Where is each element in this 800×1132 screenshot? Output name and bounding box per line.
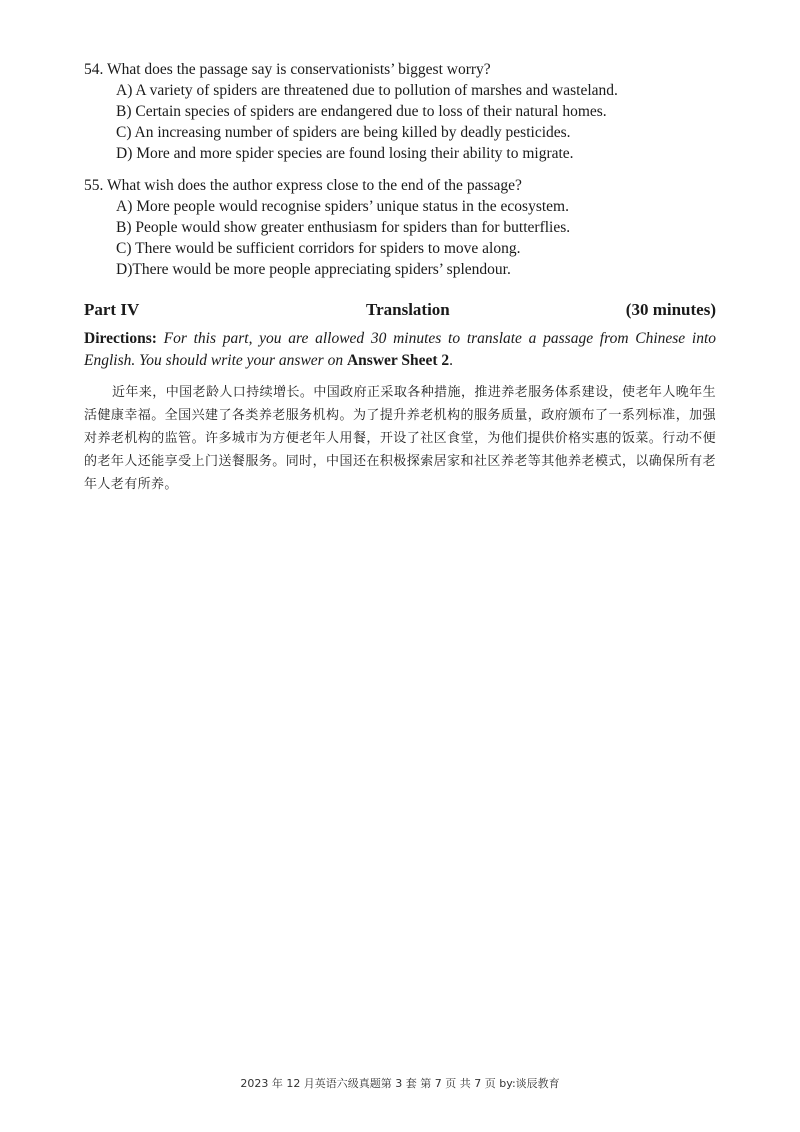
option-c: C) There would be sufficient corridors for spiders to move along. bbox=[116, 240, 521, 257]
directions-end: . bbox=[449, 352, 454, 369]
option-c: C) An increasing number of spiders are being killed by deadly pesticides. bbox=[116, 124, 571, 141]
part-header bbox=[84, 300, 716, 324]
part-label: Part IV bbox=[84, 300, 140, 319]
directions bbox=[84, 328, 716, 372]
translation-passage: 近年来，中国老龄人口持续增长。中国政府正采取各种措施，推进养老服务体系建设，使老年人晚年生活健康幸福。全国兴建了各类养老服务机构。为了提升养老机构的服务质量，政府颁布了一系列标准，加强对养老机构的监管。许多城市为方便老年人用餐，开设了社区食堂，为他们提供价格实惠的饭菜。行动不便的老年人还能享受上门送餐服务。同时，中国还在积极探索居家和社区养老等其他养老模式，以确保所有老年人老有所养。 bbox=[84, 385, 716, 492]
answer-sheet-reference: Answer Sheet 2 bbox=[346, 352, 450, 369]
question-stem: 54. What does the passage say is conservationists’ biggest worry? bbox=[84, 61, 491, 78]
part-title: Translation bbox=[366, 300, 450, 319]
option-list bbox=[84, 80, 724, 164]
directions-text: For this part, you are allowed 30 minutes to translate a passage from Chinese into English. You should write your answer on bbox=[84, 330, 717, 369]
option-list bbox=[84, 196, 724, 280]
option-d: D) More and more spider species are found losing their ability to migrate. bbox=[116, 145, 574, 162]
part-time-limit: (30 minutes) bbox=[625, 300, 716, 319]
directions-label: Directions: bbox=[84, 330, 157, 347]
option-b: B) Certain species of spiders are endangered due to loss of their natural homes. bbox=[116, 103, 607, 120]
question-54 bbox=[84, 59, 724, 164]
option-b: B) People would show greater enthusiasm for spiders than for butterflies. bbox=[116, 219, 571, 236]
question-55 bbox=[84, 175, 724, 280]
page-footer: 2023 年 12 月英语六级真题第 3 套 第 7 页 共 7 页 by:谈辰教育 bbox=[240, 1077, 560, 1090]
option-d: D)There would be more people appreciating spiders’ splendour. bbox=[116, 261, 511, 278]
question-stem: 55. What wish does the author express close to the end of the passage? bbox=[84, 177, 522, 194]
option-a: A) A variety of spiders are threatened due to pollution of marshes and wasteland. bbox=[116, 82, 618, 99]
option-a: A) More people would recognise spiders’ unique status in the ecosystem. bbox=[116, 198, 569, 215]
